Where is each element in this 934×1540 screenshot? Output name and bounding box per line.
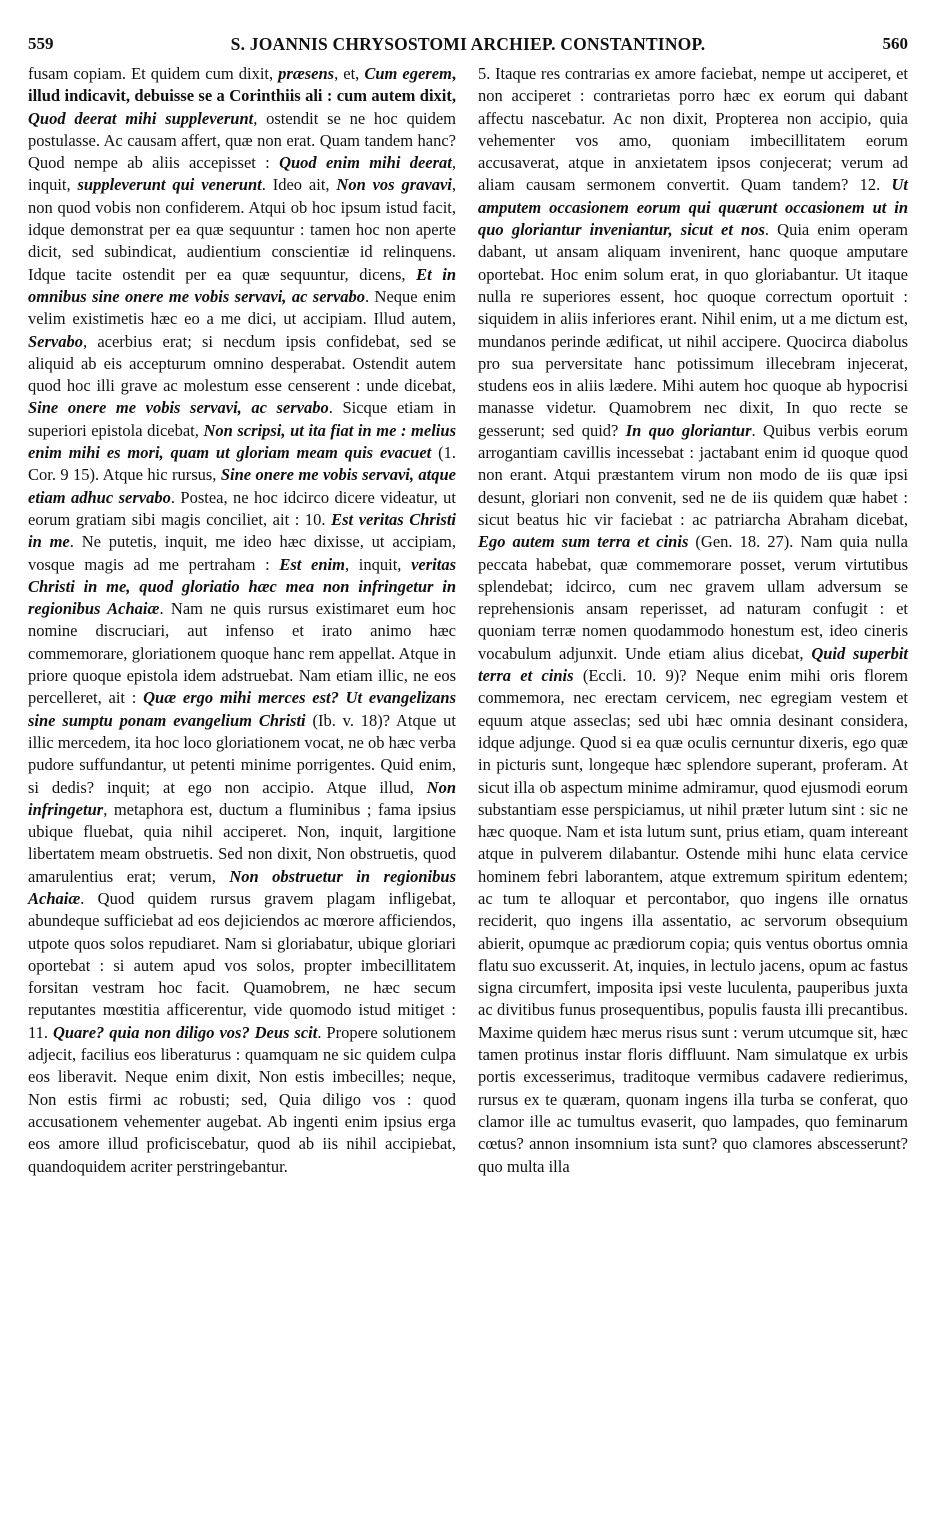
italic-quote: præsens xyxy=(278,64,335,83)
italic-quote: Et in omnibus sine onere me vobis servavi, ac servabo xyxy=(28,264,456,306)
italic-quote: In quo gloriantur xyxy=(625,420,752,440)
text-span: (Gen. 18. 27). Nam quia nulla peccata habebat, quæ commemorare posset, verum virtutibus splendebat; idcirco, cum nec gravem ullam adversum se reprehensionis ansam reperisset, ad naturam confugit : et quoniam terræ nomen quodammodo honestum est, ideo cineris vocabulum adjunxit. Unde etiam alius dicebat, xyxy=(478,532,908,663)
text-span: , illud indicavit, debuisse se a Corinthiis ali : cum autem dixit, xyxy=(28,64,456,106)
italic-quote: Ut amputem occasionem eorum qui quærunt occasionem ut in quo gloriantur inveniantur, sicut et nos xyxy=(478,175,908,240)
text-span: . Postea, ne hoc idcirco dicere videatur, ut eorum gratiam sibi magis conciliet, ait : 10. xyxy=(28,487,456,529)
italic-quote: Non scripsi, ut ita fiat in me : melius enim mihi es mori, quam ut gloriam meam quis evacuet xyxy=(28,420,456,463)
italic-quote: veritas Christi in me, quod gloriatio hæc mea non infringetur in regionibus Achaiæ xyxy=(28,554,456,619)
text-span: . Nam ne quis rursus existimaret eum hoc nomine discruciari, aut infenso et irato animo hæc commemorare, gloriationem quoque hanc rem appellat. Atque in priore quoque epistola idem adstruebat. Nam etiam illic, ne eos percelleret, ait : xyxy=(28,599,456,708)
page-header xyxy=(28,34,908,58)
text-span: . Ideo ait, xyxy=(261,175,337,195)
text-span: . Quia enim operam dabant, ut ansam aliquam invenirent, hanc quoque amputare oportebat. Hoc enim solum erat, in quo gloriabantur. Ut itaque nulla re superiores essent, hoc quoque correctum oportuit : siquidem in aliis inferiores erant. Nihil enim, ut a me dictum est, mundanos perinde ædificat, ut nihil accipere. Quocirca diabolus pro sua perversitate hanc potissimum illecebram injecerat, studens eos in aliis lædere. Mihi autem hoc quoque ab hypocrisi manasse videtur. Quamobrem nec dixit, In quo recte se gesserunt; sed quid? xyxy=(478,220,908,440)
italic-quote: Est veritas Christi in me xyxy=(28,509,456,552)
text-span: , ostendit se ne hoc quidem postulasse. Ac causam affert, quæ non erat. Quam tandem hanc? Quod nempe ab aliis accepisset : xyxy=(28,108,456,173)
italic-quote: Non vos gravavi xyxy=(336,175,452,195)
italic-quote: Servabo xyxy=(28,331,83,351)
text-span: (1. Cor. 9 15). Atque hic rursus, xyxy=(28,443,456,485)
left-paragraph xyxy=(28,63,456,1178)
page-number-right: 560 xyxy=(882,34,908,53)
text-span: . Quod quidem rursus gravem plagam infligebat, abundeque sufficiebat ad eos dejiciendos ac mœrore afficiendos, utpote quos solos repudiaret. Nam si gloriabatur, ubique gloriari oportebat : si autem apud vos solos, propter imbecillitatem forsitan vestram hoc facit. Quamobrem, ne hæc secum reputantes mœstitia afficerentur, vide quomodo istud mitiget : 11. xyxy=(28,888,456,1042)
italic-quote: Quid superbit terra et cinis xyxy=(478,643,908,686)
running-title: S. JOANNIS CHRYSOSTOMI ARCHIEP. CONSTANTINOP. xyxy=(230,34,706,54)
text-span: , non quod vobis non confiderem. Atqui ob hoc ipsum istud facit, idque demonstrat per ea quæ sequuntur : tamen hoc non aperte dicit, sed subindicat, audientium conscientiæ id relinquens. Idque tacite ostendit per ea quæ sequuntur, dicens, xyxy=(28,175,456,284)
italic-quote: suppleverunt qui venerunt xyxy=(77,175,262,195)
italic-quote: Est enim xyxy=(279,554,345,574)
text-span: , acerbius erat; si necdum ipsis confidebat, sed se aliquid ab eis accepturum omnino desperabat. Ostendit autem quod hoc illi grave ac molestum esse censerent : unde dicebat, xyxy=(28,331,456,396)
text-span: . Propere solutionem adjecit, facilius eos liberaturus : quamquam ne sic quidem culpa eos liberavit. Neque enim dixit, Non estis imbecilles; neque, Non estis firmi ac robusti; sed, Quia diligo vos : quod accusationem vehementer augebat. Ab ingenti enim ipsius erga eos amore illud proficiscebatur, quod ab iis nihil accipiebat, quandoquidem acriter perstringebantur. xyxy=(28,1022,457,1176)
italic-quote: Quod enim mihi deerat xyxy=(279,153,452,173)
left-column xyxy=(28,63,456,1178)
italic-quote: Non infringetur xyxy=(28,777,456,819)
italic-quote: Quare? quia non diligo vos? Deus scit xyxy=(52,1022,318,1042)
italic-quote: Quod deerat mihi suppleverunt xyxy=(28,108,254,128)
italic-quote: Ego autem sum terra et cinis xyxy=(478,532,689,552)
text-span: (Eccli. 10. 9)? Neque enim mihi oris florem commemora, nec erectam cervicem, nec egregiam vestem et equum atque asseclas; sed ubi hæc omnia desinant considera, idque adjunge. Quod si ea quæ oculis cernuntur dixeris, ego quæ in picturis sunt, longeque hæc splendore superant, proferam. At sicut illa ob aspectum minime admiramur, quod ejusmodi eorum substantiam esse perspiciamus, ut nihil præter lutum sint : sic ne hæc quoque. Nam et ista lutum sunt, prius etiam, quam intereant atque in pulverem dilabantur. Ostende mihi hunc elata cervice hominem febri laborantem, atque extremum spiritum edentem; ac tum te alloquar et percontabor, quo ingens ille ornatus reciderit, quo ingens illa assentatio, ac servorum obsequium abierit, opumque ac prædiorum copia; quis ventus obortus omnia flatu suo excusserit. At, inquies, in lectulo jacens, opum ac fastus signa circumfert, imposita ipsi veste luculenta, pauperibus juxta ac divitibus funus prosequentibus, populis fausta illi precantibus. Maxime quidem hæc merus risus sunt : verum utcumque sit, hæc tamen protinus instar floris diffluunt. Nam simulatque ex urbis portis excesserimus, traditoque vermibus cadavere redierimus, rursus ex te quæram, quonam ingens illa turba se conferat, quo clamor ille ac tumultus evaserit, quo lampades, quo feminarum cœtus? annon insomnium ista sunt? quo clamores abscesserunt? quo multa illa xyxy=(478,666,909,1176)
text-span: , inquit, xyxy=(344,554,412,574)
text-span: , inquit, xyxy=(28,153,456,195)
italic-quote: Sine onere me vobis servavi, ac servabo xyxy=(28,398,329,418)
right-column xyxy=(478,63,908,1178)
italic-quote: Non obstruetur in regionibus Achaiæ xyxy=(28,866,456,908)
text-span: 5. Itaque res contrarias ex amore faciebat, nempe ut acciperet, et non acciperet : contrarietas porro hæc ex eorum qui dabant affectu nascebatur. Ac non dixit, Propterea non accipio, quia vehementer vos amo, quoniam imbecillitatem eorum accusaverat, atque in anxietatem ipsos conjecerat; verum ad aliam causam sermonem convertit. Quam tandem? 12. xyxy=(478,64,908,195)
text-span: . Ne putetis, inquit, me ideo hæc dixisse, ut accipiam, vosque magis ad me pertraham : xyxy=(28,532,456,574)
text-span: , metaphora est, ductum a fluminibus ; fama ipsius ubique fluebat, quia nihil acciperet. Non, inquit, largitione libertatem meam obstruetis. Sed non dixit, Non obstruetis, quod amarulentius erat; verum, xyxy=(28,799,456,886)
right-paragraph xyxy=(478,63,908,1178)
text-span: . Sicque etiam in superiori epistola dicebat, xyxy=(28,398,456,440)
italic-quote: Quæ ergo mihi merces est? Ut evangelizans sine sumptu ponam evangelium Christi xyxy=(28,688,456,730)
italic-quote: Sine onere me vobis servavi, atque etiam adhuc servabo xyxy=(28,465,456,507)
text-span: fusam copiam. Et quidem cum dixit, xyxy=(28,64,279,83)
page-number-left: 559 xyxy=(28,34,54,53)
italic-quote: Cum egerem xyxy=(364,64,452,83)
text-span: . Neque enim velim existimetis hæc eo a me dici, ut accipiam. Illud autem, xyxy=(28,286,456,329)
text-span: , et, xyxy=(334,64,365,83)
text-span: . Quibus verbis eorum arrogantiam cavillis incessebat : jactabant enim id quoque quod non erant. Atqui præstantem virum non modo de iis quæ ipsi desunt, gloriari non convenit, sed ne de iis quidem quæ habet : sicut beatus hic vir faciebat : ac patriarcha Abraham dicebat, xyxy=(478,420,908,529)
text-span: (Ib. v. 18)? Atque ut illic mercedem, ita hoc loco gloriationem vocat, ne ob hæc verba pudore suffundantur, ut petenti minime porrigentes. Quid enim, si dedis? inquit; at ego non accipio. Atque illud, xyxy=(28,710,456,797)
